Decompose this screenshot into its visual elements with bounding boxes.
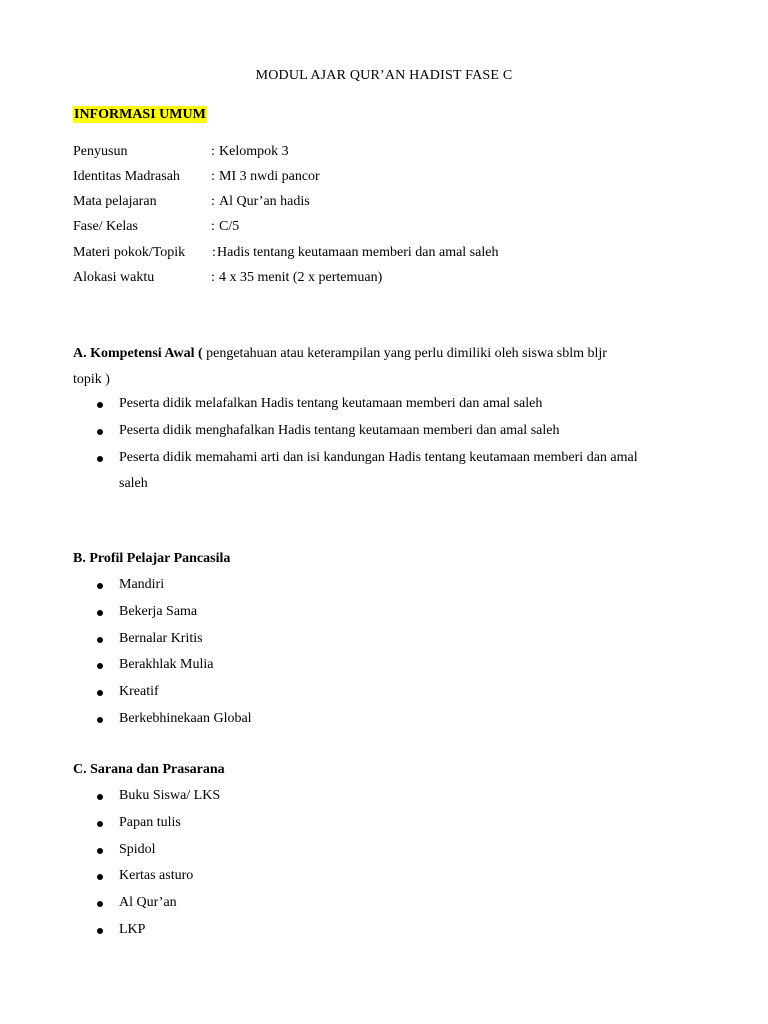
section-a-description-cont: topik ) — [73, 372, 110, 387]
section-b-list — [73, 572, 713, 733]
bullet-icon — [97, 456, 103, 462]
list-item — [73, 863, 713, 890]
bullet-icon — [97, 848, 103, 854]
list-item — [73, 391, 713, 418]
list-item-text: Berakhlak Mulia — [119, 657, 214, 673]
bullet-icon — [97, 821, 103, 827]
list-item-text-cont: saleh — [119, 476, 148, 492]
info-separator: : — [211, 219, 215, 234]
section-b-heading — [73, 546, 713, 572]
list-item-text: Bernalar Kritis — [119, 630, 203, 646]
bullet-icon — [97, 928, 103, 934]
info-label: Penyusun — [73, 144, 128, 159]
list-item-text: Buku Siswa/ LKS — [119, 788, 221, 803]
list-item — [73, 652, 713, 679]
info-label: Materi pokok/Topik — [73, 245, 186, 260]
list-item-text: Al Qur’an — [119, 895, 177, 911]
bullet-icon — [97, 717, 103, 723]
list-item — [73, 679, 713, 706]
section-a-title: A. Kompetensi Awal ( — [73, 346, 203, 361]
list-item — [73, 572, 713, 599]
section-b-title: B. Profil Pelajar Pancasila — [73, 551, 231, 566]
list-item — [73, 445, 713, 499]
bullet-icon — [97, 794, 103, 800]
list-item-text: Berkebhinekaan Global — [119, 710, 252, 726]
info-value: MI 3 nwdi pancor — [219, 169, 320, 184]
bullet-icon — [97, 901, 103, 907]
list-item — [73, 890, 713, 917]
list-item — [73, 706, 713, 733]
bullet-icon — [97, 583, 103, 589]
section-a-description: pengetahuan atau keterampilan yang perlu dimiliki oleh siswa sblm bljr — [202, 346, 607, 361]
info-separator: : — [211, 194, 215, 209]
section-c-list — [73, 783, 713, 944]
section-c-title: C. Sarana dan Prasarana — [73, 762, 225, 777]
list-item — [73, 418, 713, 445]
section-a-heading — [73, 341, 713, 367]
bullet-icon — [97, 874, 103, 880]
list-item-text: Peserta didik memahami arti dan isi kandungan Hadis tentang keutamaan memberi dan amal — [119, 449, 638, 465]
list-item-text: Peserta didik melafalkan Hadis tentang keutamaan memberi dan amal saleh — [119, 396, 543, 411]
info-value: Al Qur’an hadis — [219, 194, 310, 209]
section-a-list — [73, 391, 713, 498]
info-separator: : — [212, 245, 216, 260]
list-item-text: Spidol — [119, 841, 156, 857]
bullet-icon — [97, 429, 103, 435]
bullet-icon — [97, 663, 103, 669]
info-separator: : — [211, 270, 215, 285]
list-item-text: Peserta didik menghafalkan Hadis tentang keutamaan memberi dan amal saleh — [119, 422, 560, 438]
bullet-icon — [97, 690, 103, 696]
bullet-icon — [97, 637, 103, 643]
info-heading: INFORMASI UMUM — [74, 107, 206, 122]
bullet-icon — [97, 402, 103, 408]
list-item-text: Kreatif — [119, 684, 159, 700]
info-label: Fase/ Kelas — [73, 219, 138, 234]
list-item — [73, 810, 713, 837]
list-item — [73, 837, 713, 864]
info-label: Mata pelajaran — [73, 194, 157, 209]
list-item-text: Papan tulis — [119, 814, 181, 830]
list-item — [73, 599, 713, 626]
list-item — [73, 917, 713, 944]
info-value: C/5 — [219, 219, 240, 234]
section-c-heading — [73, 757, 713, 783]
info-label: Identitas Madrasah — [73, 169, 180, 184]
list-item-text: Mandiri — [119, 577, 165, 592]
list-item — [73, 626, 713, 653]
list-item-text: Bekerja Sama — [119, 603, 198, 619]
list-item-text: Kertas asturo — [119, 868, 194, 884]
info-separator: : — [211, 144, 215, 159]
info-value: 4 x 35 menit (2 x pertemuan) — [219, 270, 383, 285]
info-value: Kelompok 3 — [219, 144, 289, 159]
list-item — [73, 783, 713, 810]
info-separator: : — [211, 169, 215, 184]
list-item-text: LKP — [119, 921, 146, 937]
info-value: Hadis tentang keutamaan memberi dan amal saleh — [217, 245, 499, 260]
document-title: MODUL AJAR QUR’AN HADIST FASE C — [255, 68, 513, 83]
bullet-icon — [97, 610, 103, 616]
info-label: Alokasi waktu — [73, 270, 155, 285]
